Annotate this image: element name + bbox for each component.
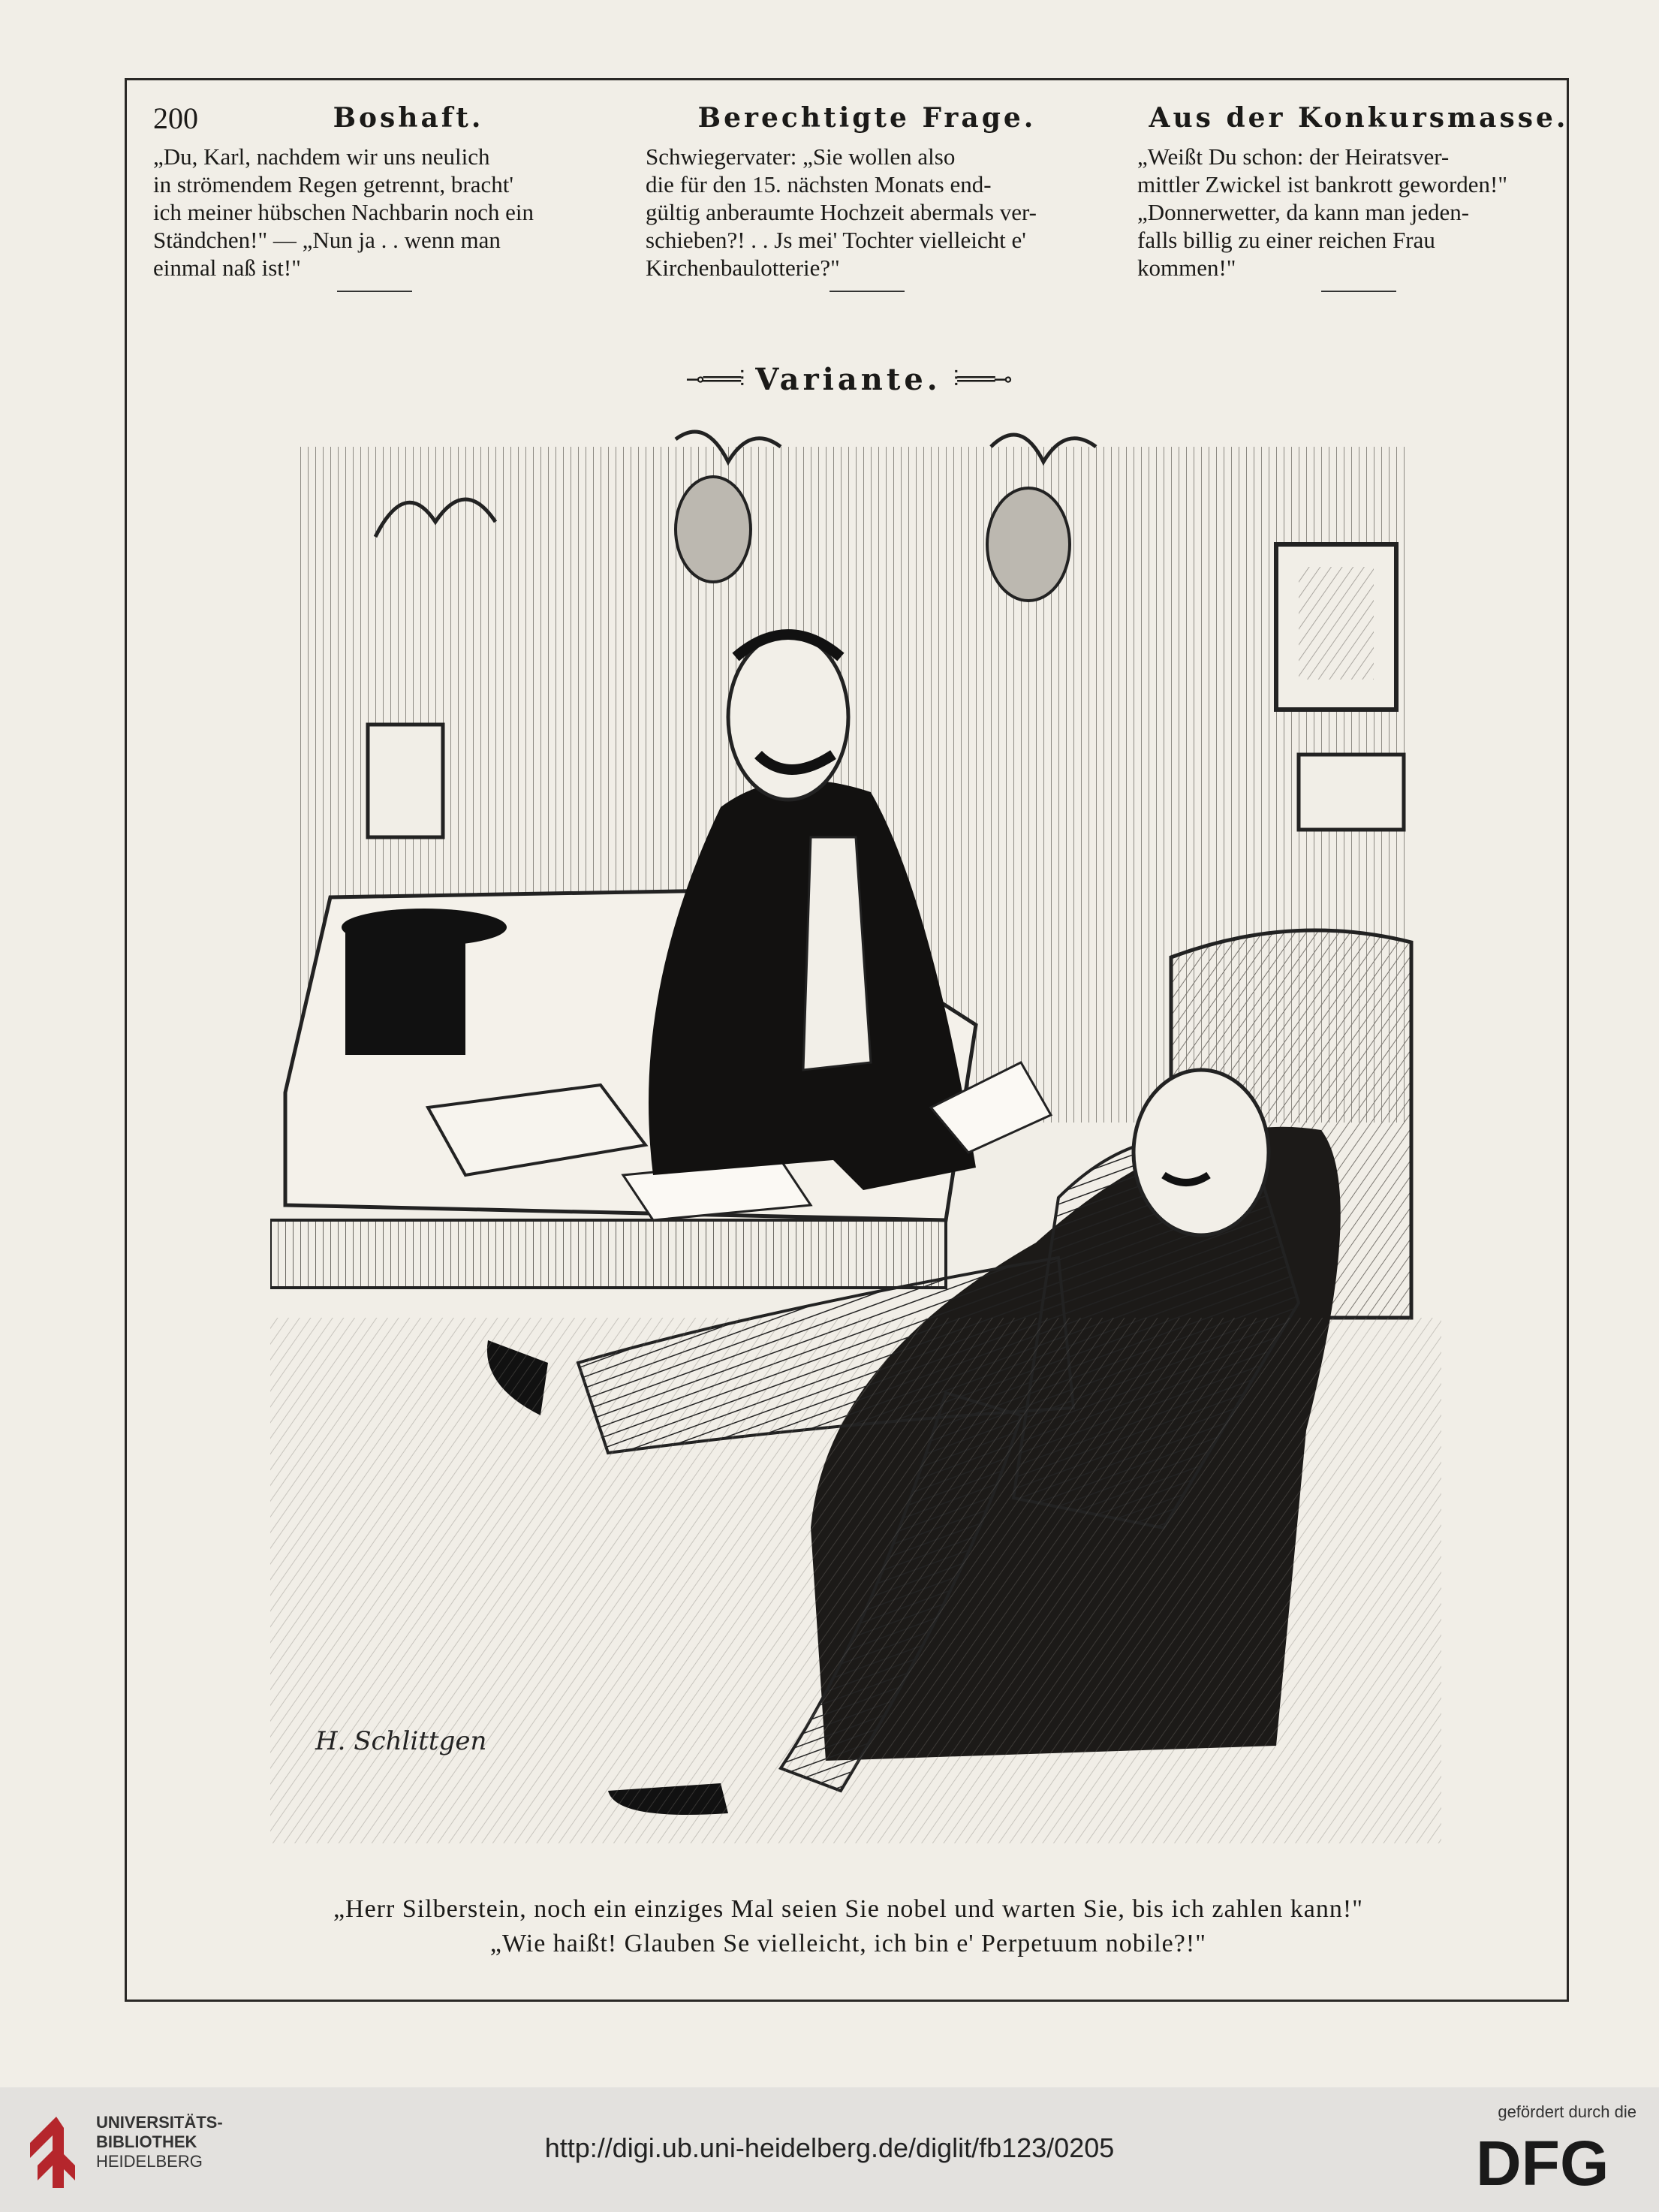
artist-signature: H. Schlittgen	[315, 1726, 487, 1756]
sponsor-caption: gefördert durch die	[1498, 2102, 1636, 2121]
caption-line: „Herr Silberstein, noch ein einziges Mal seien Sie nobel und warten Sie, bis ich zahlen kann!"	[333, 1895, 1364, 1923]
separator-rule	[1321, 291, 1396, 292]
page-number: 200	[153, 101, 198, 135]
svg-text:DFG: DFG	[1476, 2131, 1609, 2191]
library-line: HEIDELBERG	[96, 2152, 203, 2171]
left-ornament-icon: ⊸═══⫶	[685, 366, 744, 393]
article-title: Berechtigte Frage.	[697, 102, 1037, 134]
cartoon-title-block	[661, 357, 1036, 402]
cartoon-illustration	[270, 417, 1441, 1881]
dfg-logo-icon	[1476, 2131, 1633, 2191]
article-title: Boshaft.	[333, 102, 484, 134]
article-title: Aus der Konkursmasse.	[1149, 102, 1569, 134]
caption-line: „Wie haißt! Glauben Se vielleicht, ich bin e' Perpetuum nobile?!"	[489, 1930, 1207, 1957]
article-konkursmasse	[1137, 102, 1580, 292]
article-text: „Weißt Du schon: der Heiratsver- mittler Zwickel ist bankrott geworden!" „Donnerwetter, da kann man jeden- falls billig zu einer reichen Frau kommen!"	[1137, 143, 1508, 281]
library-line: UNIVERSITÄTS-	[96, 2113, 223, 2132]
viewer-footer	[0, 2087, 1659, 2212]
article-text: „Du, Karl, nachdem wir uns neulich in strömendem Regen getrennt, bracht' ich meiner hübschen Nachbarin noch ein Ständchen!" — „Nun ja . . wenn man einmal naß ist!"	[153, 143, 534, 281]
library-line: BIBLIOTHEK	[96, 2132, 197, 2151]
article-berechtigte-frage	[646, 102, 1088, 292]
article-text: Schwiegervater: „Sie wollen also die für den 15. nächsten Monats end- gültig anberaumte Hochzeit abermals ver- schieben?! . . Js mei' Tochter vielleicht e' Kirchenbaulotterie?"	[646, 143, 1037, 281]
permalink-url[interactable]: http://digi.ub.uni-heidelberg.de/diglit/fb123/0205	[544, 2132, 1115, 2163]
article-boshaft	[153, 102, 596, 292]
cartoon-caption	[188, 1892, 1509, 1961]
separator-rule	[337, 291, 412, 292]
right-ornament-icon: ⫶═══⊸	[953, 366, 1011, 393]
cartoon-title: Variante.	[755, 361, 941, 397]
separator-rule	[830, 291, 905, 292]
